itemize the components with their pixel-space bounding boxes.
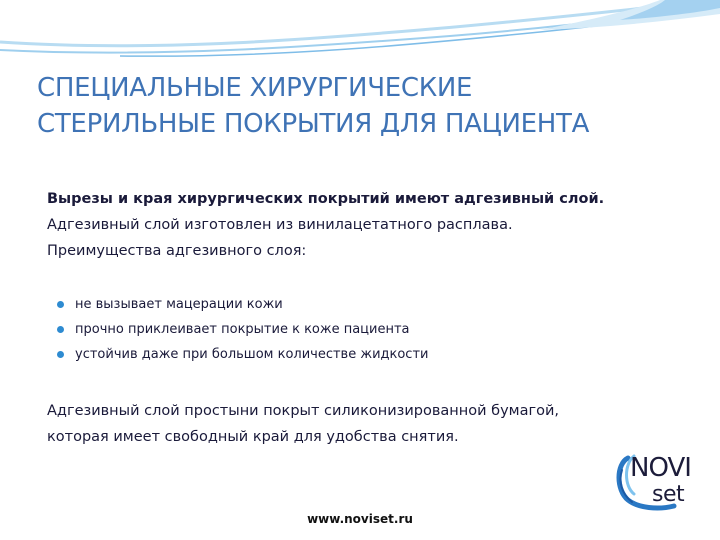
bullet-dot-icon — [57, 351, 64, 358]
closing-line-2: которая имеет свободный край для удобства снятия. — [47, 429, 459, 445]
list-item — [47, 317, 687, 342]
list-item-text: устойчив даже при большом количестве жидкости — [75, 347, 429, 362]
list-item-text: не вызывает мацерации кожи — [75, 297, 283, 312]
logo-text-top: NOVI — [630, 453, 691, 483]
title-line-2: СТЕРИЛЬНЫЕ ПОКРЫТИЯ ДЛЯ ПАЦИЕНТА — [37, 109, 590, 139]
list-item-text: прочно приклеивает покрытие к коже пациента — [75, 322, 410, 337]
bullet-dot-icon — [57, 326, 64, 333]
footer-url[interactable]: www.noviset.ru — [307, 512, 413, 526]
list-item — [47, 342, 687, 367]
title-line-1: СПЕЦИАЛЬНЫЕ ХИРУРГИЧЕСКИЕ — [37, 73, 473, 103]
intro-line-2: Адгезивный слой изготовлен из винилацетатного расплава. — [47, 217, 513, 233]
advantages-list — [47, 292, 687, 367]
intro-line-3: Преимущества адгезивного слоя: — [47, 243, 307, 259]
decorative-waves — [0, 0, 720, 70]
intro-line-1: Вырезы и края хирургических покрытий имеют адгезивный слой. — [47, 191, 605, 207]
list-item — [47, 292, 687, 317]
bullet-dot-icon — [57, 301, 64, 308]
slide-title — [37, 70, 707, 142]
logo-text-bottom: set — [652, 482, 685, 507]
intro-text — [47, 186, 687, 264]
closing-line-1: Адгезивный слой простыни покрыт силиконизированной бумагой, — [47, 403, 560, 419]
closing-text — [47, 398, 687, 450]
